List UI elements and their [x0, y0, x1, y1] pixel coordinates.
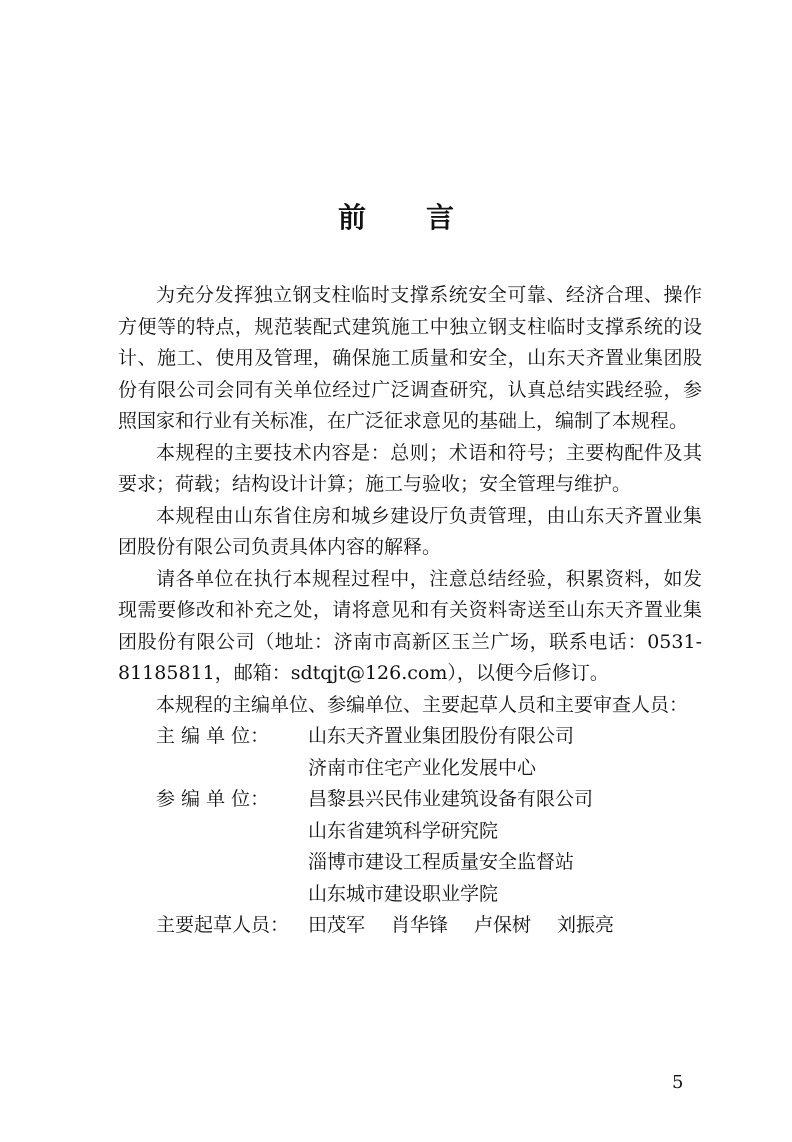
title-char-2: 言 [426, 201, 455, 234]
chief-editor-label: 主 编 单 位： [156, 725, 270, 747]
chief-editor-unit: 济南市住宅产业化发展中心 [308, 756, 537, 779]
preface-paragraph: 为充分发挥独立钢支柱临时支撑系统安全可靠、经济合理、操作方便等的特点，规范装配式建筑施工中独立钢支柱临时支撑系统的设计、施工、使用及管理，确保施工质量和安全，山东天齐置业集团股份有限公司会同有关单位经过广泛调查研究，认真总结实践经验，参照国家和行业有关标准，在广泛征求意见的基础上，编制了本规程。 [118, 284, 702, 432]
chief-editor-section [156, 721, 702, 784]
preface-paragraph: 本规程的主编单位、参编单位、主要起草人员和主要审查人员： [156, 693, 689, 716]
preface-paragraph: 请各单位在执行本规程过程中，注意总结经验，积累资料，如发现需要修改和补充之处，请将意见和有关资料寄送至山东天齐置业集团股份有限公司（地址：济南市高新区玉兰广场，联系电话：0531-81185811，邮箱：sdtqjt@126.com），以便今后修订。 [118, 567, 702, 684]
drafters-section [156, 910, 702, 942]
co-editor-unit: 山东城市建设职业学院 [308, 882, 499, 905]
co-editor-units [308, 784, 702, 910]
drafters-names [308, 910, 702, 942]
preface-paragraph: 本规程的主要技术内容是：总则；术语和符号；主要构配件及其要求；荷载；结构设计计算；施工与验收；安全管理与维护。 [118, 441, 702, 495]
drafter-name: 卢保树 [474, 914, 532, 936]
co-editor-unit: 山东省建筑科学研究院 [308, 819, 499, 842]
preface-body [118, 280, 702, 942]
chief-editor-unit: 山东天齐置业集团股份有限公司 [308, 725, 575, 747]
drafter-name: 刘振亮 [557, 914, 615, 936]
title-char-1: 前 [337, 201, 366, 234]
co-editor-label: 参 编 单 位： [156, 788, 270, 810]
chief-editor-units [308, 721, 702, 784]
drafters-label: 主要起草人员： [156, 914, 290, 936]
co-editor-unit: 昌黎县兴民伟业建筑设备有限公司 [308, 788, 594, 810]
drafter-name: 田茂军 [308, 914, 366, 936]
preface-paragraph: 本规程由山东省住房和城乡建设厅负责管理，由山东天齐置业集团股份有限公司负责具体内容的解释。 [118, 504, 702, 558]
co-editor-section [156, 784, 702, 910]
page-title [0, 196, 792, 236]
co-editor-unit: 淄博市建设工程质量安全监督站 [308, 851, 575, 873]
page-number: 5 [672, 1072, 684, 1093]
drafter-name: 肖华锋 [391, 914, 449, 936]
